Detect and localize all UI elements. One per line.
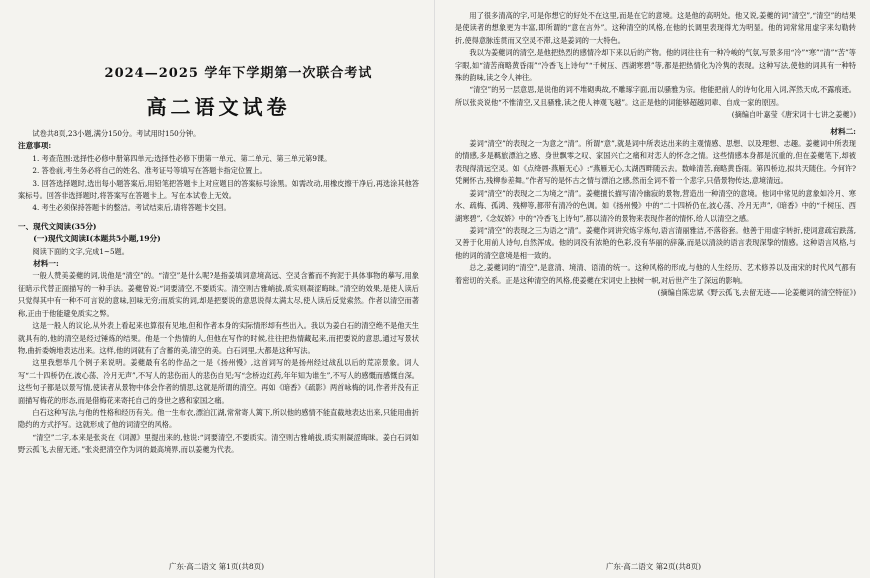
page-divider [434,0,435,578]
source-citation-two: (摘编自陈忠斌《野云孤飞,去留无迹——论姜夔词的清空特征》) [657,287,856,297]
page-two-footer: 广东·高二语文 第2页(共8页) [605,562,702,571]
material-paragraph: 这是一般人的议论,从外表上看起来也算很有见地,但和作者本身的实际情形却有些出入。我以为姜白石的清空绝不是他天生就具有的,他的清空是经过锤炼的结果。他是一个热情的人,但他在写作的时候,往往把热情藏起来,而把要说的意思,通过写景状物,曲折委婉地表达出来。这样,他的词就有了含蓄的美,清空的美。白石词里,大都是这种写法。 [18,321,419,355]
material-paragraph: 姜词“清空”的表现之二为境之“清”。姜夔擅长描写清冷幽寂的景物,营造出一种清空的意境。他词中常见的意象如冷月、寒水、疏梅、孤鸿、残柳等,都带有清冷的色调。如《扬州慢》中的“二十四桥仍在,波心荡、冷月无声”,《暗香》中的“千树压、西湖寒碧”,《念奴娇》中的“冷香飞上诗句”,都以清冷的景物来表现作者的情怀,给人以清空之感。 [455,188,856,223]
material-paragraph: 这里我想举几个例子来说明。姜夔最有名的作品之一是《扬州慢》,这首词写的是扬州经过战乱以后的荒凉景象。词人写“二十四桥仍在,波心荡、冷月无声”,不写人的悲伤而人的悲伤自见;写“念桥边红药,年年知为谁生”,不写人的感慨而感慨自深。这些句子都是以景写情,使读者从景物中体会作者的情思,这就是所谓的清空。再如《暗香》《疏影》两首咏梅的词,作者并没有正面描写梅花的形态,而是借梅花来寄托自己的身世之感和家国之痛。 [18,358,419,405]
reading-instruction: 阅读下面的文字,完成1~5题。 [32,246,129,256]
page-one [0,0,433,578]
exam-intro: 试卷共8页,23小题,满分150分。考试用时150分钟。 [32,129,201,138]
note-item: 2. 答卷前,考生务必将自己的姓名、准考证号等填写在答题卡指定位置上。 [32,166,267,176]
material-paragraph: 总之,姜夔词的“清空”,是意清、境清、语清的统一。这种风格的形成,与他的人生经历、艺术修养以及南宋的时代风气都有着密切的关系。正是这种清空的风格,使姜夔在宋词史上独树一帜,对后世产生了深远的影响。 [455,263,856,285]
note-item: 4. 考生必须保持答题卡的整洁。考试结束后,请将答题卡交回。 [32,203,231,213]
subsection-heading: (一)现代文阅读Ⅰ(本题共5小题,19分) [33,234,161,244]
material-paragraph: 一般人赞美姜夔的词,说他是“清空”的。“清空”是什么呢?是指姜填词意境高远、空灵含蓄而不拘泥于具体事物的摹写,用象征暗示代替正面描写的一种手法。姜夔曾说:“词要清空,不要质实。清空则古雅峭拔,质实则凝涩晦昧。”清空的效果,是使人读后只觉得其中有一种不可言说的意味,回味无穷;而质实的词,却是把要说的意思说得太满太尽,使人读后反觉索然。作者以清空而著称,正由于他能避免质实之弊。 [18,271,419,318]
note-item: 3. 回答选择题时,选出每小题答案后,用铅笔把答题卡上对应题目的答案标号涂黑。如需改动,用橡皮擦干净后,再选涂其他答案标号。回答非选择题时,将答案写在答题卡上。写在本试卷上无效。 [18,178,419,201]
material-paragraph: 我以为姜夔词的清空,是他把热烈的感情冷却下来以后的产物。他的词往往有一种冷峻的气氛,写景多用“冷”“寒”“清”“苦”等字眼,如“清苦商略黄昏雨”“冷香飞上诗句”“千树压、西湖寒碧”等,都是把热情化为冷隽的表现。这种写法,使他的词具有一种特殊的韵味,读之令人神往。 [455,48,856,83]
page-one-content [18,62,419,457]
material-paragraph: 用了很多清高的字,可是你想它的好处不在这里,而是在它的意境。这是他的高明处。他又说,姜夔的词“清空”,“清空”的结果是使读者的想象更为丰富,即所谓的“意在言外”。这种清空的风格,在他的长调里表现得尤为明显。他的词常常用虚字来勾勒转折,使得意脉连贯而又空灵不滞,这是姜词的一大特色。 [455,11,856,45]
exam-title: 2024—2025 学年下学期第一次联合考试 [104,66,373,81]
section-heading: 一、现代文阅读(35分) [18,221,97,231]
page-two-content [455,10,856,303]
page-one-footer: 广东·高二语文 第1页(共8页) [168,562,265,571]
material-paragraph: 白石这种写法,与他的性格和经历有关。他一生布衣,漂泊江湖,常常寄人篱下,所以他的感情不能直截地表达出来,只能用曲折隐约的方式抒写。这就形成了他的词清空的风格。 [18,407,419,430]
source-citation-one: (摘编自叶嘉莹《唐宋词十七讲之姜夔》) [731,110,856,120]
material-two-label: 材料二: [830,126,856,136]
page-two [437,0,870,578]
material-paragraph: “清空”二字,本来是张炎在《词源》里提出来的,他说:“词要清空,不要质实。清空则古雅峭拔,质实则凝涩晦昧。姜白石词如野云孤飞,去留无迹。”张炎把清空作为词的最高境界,而以姜夔为代表。 [18,432,419,455]
note-item: 1. 考查范围:选择性必修中册第四单元;选择性必修下册第一单元、第二单元、第三单元第9课。 [32,153,332,163]
material-paragraph: “清空”的另一层意思,是说他的词不堆砌典故,不雕琢字面,而以骚雅为宗。他能把前人的诗句化用入词,浑然天成,不露痕迹。所以张炎说他“不惟清空,又且骚雅,读之使人神观飞越”。这正是他的词能够超越同辈、自成一家的原因。 [455,85,856,107]
material-paragraph: 姜词“清空”的表现之一为意之“清”。所谓“意”,就是词中所表达出来的主观情感、思想、以及理想、志趣。姜夔词中所表现的情感,多是羁旅漂泊之感、身世飘零之叹、家国兴亡之痛和对恋人的怀念之情。这些情感本身都是沉重的,但在姜夔笔下,却被表现得清远空灵。如《点绛唇·燕雁无心》:“燕雁无心,太湖西畔随云去。数峰清苦,商略黄昏雨。第四桥边,拟共天随住。今何许?凭阑怀古,残柳参差舞。”作者写的是怀古之情与漂泊之感,然而全词不着一个悲字,只借景物传达,意境清远。 [455,139,856,186]
subject-title: 高二语文试卷 [146,95,291,119]
notes-heading: 注意事项: [18,141,52,151]
material-one-label: 材料一: [33,259,59,269]
material-paragraph: 姜词“清空”的表现之三为语之“清”。姜夔作词讲究炼字炼句,语言清丽雅洁,不落俗套。他善于用虚字转折,使词意疏宕跌荡,又善于化用前人诗句,自然浑成。他的词没有浓艳的色彩,没有华丽的辞藻,而是以清淡的语言表现深挚的情感。这种语言风格,与他的词的清空意境是相一致的。 [455,225,856,260]
